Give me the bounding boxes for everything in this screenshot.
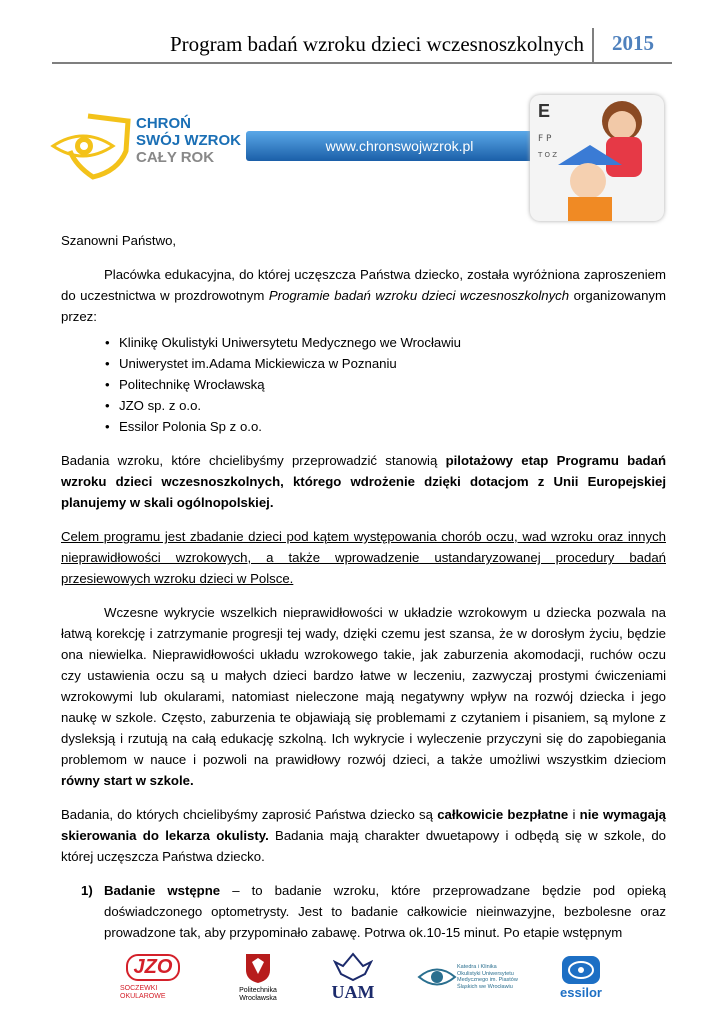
logo-line-3: CAŁY ROK	[136, 149, 215, 166]
eye-logo-icon	[417, 964, 457, 990]
clinic-logo: Katedra i Klinika Okulistyki Uniwersytetu Medycznego im. Piastów Śląskich we Wrocławiu	[416, 946, 520, 1008]
uam-logo: UAM	[328, 946, 378, 1008]
uam-eagle-icon	[333, 952, 373, 982]
salutation: Szanowni Państwo,	[61, 233, 177, 248]
header-rule	[52, 62, 672, 64]
list-item: • Politechnikę Wrocławską	[119, 374, 666, 395]
eye-chart-letter: E	[538, 101, 551, 121]
campaign-banner	[48, 95, 668, 225]
children-illustration-icon	[530, 95, 664, 221]
logo-line-2: SWÓJ WZROK	[136, 132, 241, 149]
website-url-bar[interactable]: www.chronswojwzrok.pl	[246, 131, 553, 161]
header-year: 2015	[612, 31, 654, 55]
campaign-logo-text	[136, 115, 241, 166]
list-item: • Essilor Polonia Sp z o.o.	[119, 416, 666, 437]
svg-text:T O Z: T O Z	[538, 151, 558, 159]
list-item: 1) Badanie wstępne – to badanie wzroku, które przeprowadzane będzie pod opieką doświadczonego optometrysty. Jest to badanie całkowicie nieinwazyjne, bezbolesne oraz prowadzone tak, aby przypominało zabawę. Potrwa ok.10-15 minut. Po etapie wstępnym	[81, 883, 666, 940]
list-item: • JZO sp. z o.o.	[119, 395, 666, 416]
list-item: • Uniwerystet im.Adama Mickiewicza w Poznaniu	[119, 353, 666, 374]
partner-logos	[100, 946, 620, 1008]
essilor-logo: essilor	[552, 946, 610, 1008]
early-detection-paragraph: Wczesne wykrycie wszelkich nieprawidłowości w układzie wzrokowym u dziecka pozwala na łatwą korekcję i zatrzymanie progresji tej wady, dzięki czemu jest szansa, że w dorosłym życiu, będzie ona niewielka. Nieprawidłowości układu wzrokowego takie, jak zaburzenia akomodacji, ruchów oczu czy ustawienia oczu są u małych dzieci bardzo łatwe w leczeniu, zazwyczaj prostymi ćwiczeniami wzrokowymi lub okularami, natomiast nieleczone mają negatywny wpływ na rozwój dziecka i jego naukę w szkole. Często, zaburzenia te objawiają się problemami z czytaniem i pisaniem, są mylone z dysleksją i rzutują na całą edukację szkolną. Ich wykrycie i wyleczenie przyczyni się do zapobiegania problemom w nauce i pozwoli na prawidłowy rozwój dzieci, a także umożliwi wszystkim dzieciom równy start w szkole.	[61, 605, 666, 788]
page-header	[52, 28, 672, 64]
organizers-list	[61, 332, 666, 437]
eagle-shield-icon	[244, 952, 272, 984]
free-exam-paragraph: Badania, do których chcielibyśmy zaprosić Państwa dziecko są całkowicie bezpłatne i nie wymagają skierowania do lekarza okulisty. Badania mają charakter dwuetapowy i odbędą się w szkole, do której uczęszcza Państwa dziecko.	[61, 807, 666, 864]
goal-paragraph: Celem programu jest zbadanie dzieci pod kątem występowania chorób oczu, wad wzroku oraz innych nieprawidłowości wzrokowych, a także wprowadzenie ustandaryzowanej procedury badań przesiewowych wzroku dzieci w Polsce.	[61, 529, 666, 586]
eye-shield-logo-icon	[48, 111, 136, 181]
header-divider	[592, 28, 594, 64]
letter-body	[61, 230, 666, 943]
essilor-symbol-icon	[561, 955, 601, 985]
svg-text:F P: F P	[538, 134, 552, 144]
header-title: Program badań wzroku dzieci wczesnoszkolnych	[169, 32, 584, 56]
children-photo	[530, 95, 664, 221]
exam-steps-list	[61, 880, 666, 943]
logo-line-1: CHROŃ	[136, 115, 191, 132]
list-item: • Klinikę Okulistyki Uniwersytetu Medycznego we Wrocławiu	[119, 332, 666, 353]
jzo-logo: JZO SOCZEWKI OKULAROWE	[120, 946, 186, 1008]
intro-paragraph: Placówka edukacyjna, do której uczęszcza Państwa dziecko, została wyróżniona zaproszeniem do uczestnictwa w prozdrowotnym Programie badań wzroku dzieci wczesnoszkolnych organizowanym przez:	[61, 267, 666, 324]
pilot-paragraph: Badania wzroku, które chcielibyśmy przeprowadzić stanowią pilotażowy etap Programu badań wzroku dzieci wczesnoszkolnych, którego wdrożenie dzięki dotacjom z Unii Europejskiej planujemy w skali ogólnopolskiej.	[61, 453, 666, 510]
pwr-logo: Politechnika Wrocławska	[234, 946, 282, 1008]
